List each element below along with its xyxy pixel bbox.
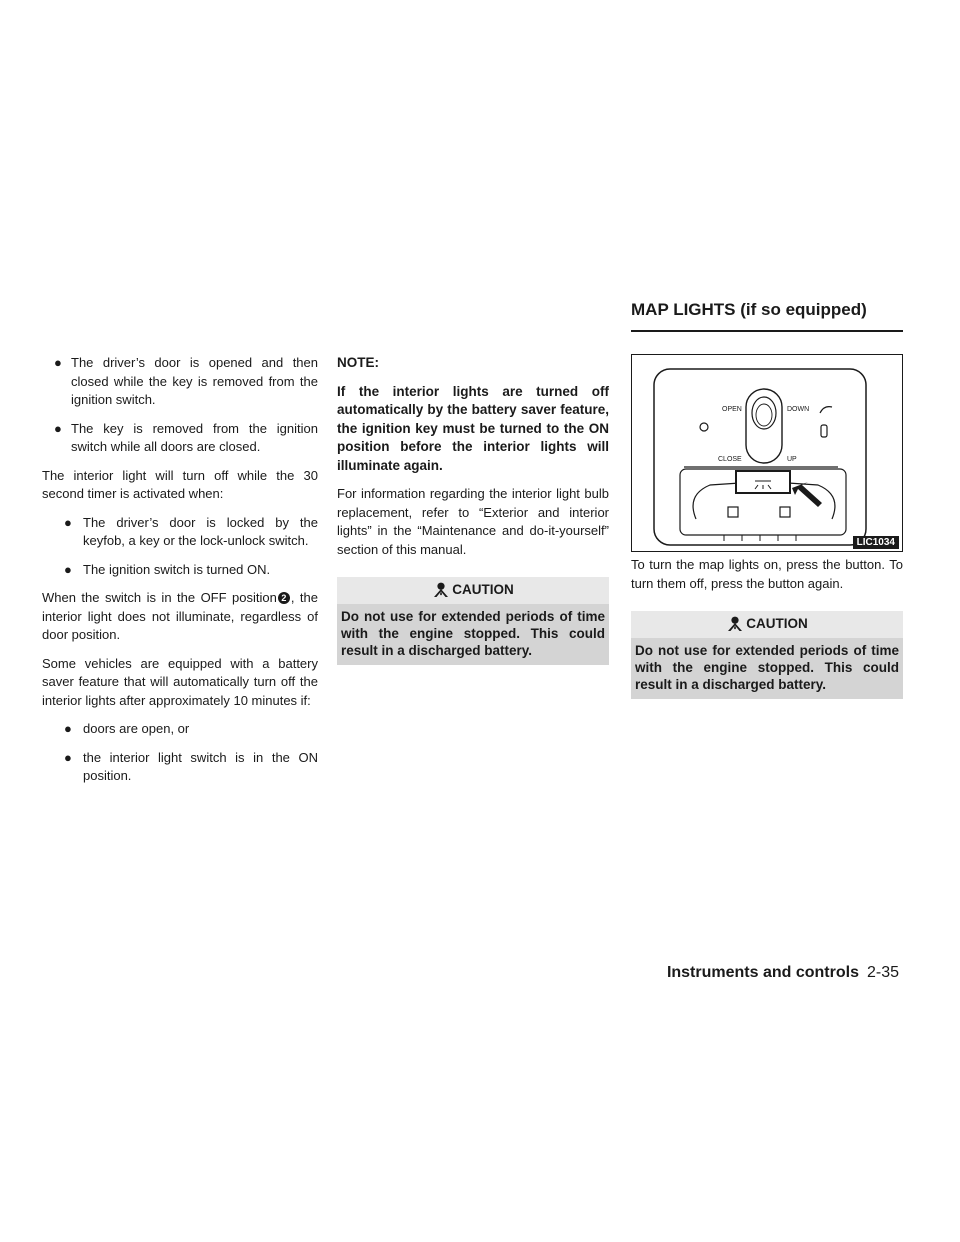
bullet-icon: ● [54,355,62,370]
bulb-info-paragraph: For information regarding the interior light bulb replacement, refer to “Exterior and interior lights” in the “Maintenance and do-it-yourself” section of this manual. [337,486,609,557]
down-label: DOWN [787,406,810,413]
note-heading: NOTE: [337,355,379,370]
column-right-text [631,556,903,699]
column-middle [337,354,609,665]
bullet-icon: ● [54,420,62,436]
off-position-paragraph: When the switch is in the OFF position 2 , the interior light does not illuminate, regardless of door position. [42,590,319,642]
list-item: ● the interior light switch is in the ON position. [64,749,318,783]
caution-text: Do not use for extended periods of time with the engine stopped. This could result in a discharged battery. [341,608,605,658]
battery-saver-paragraph: Some vehicles are equipped with a battery saver feature that will automatically turn off the interior lights after approximately 10 minutes if: [42,655,318,708]
column-left [42,354,318,796]
close-label: CLOSE [718,456,742,463]
caution-box [337,577,609,665]
bullet-icon: ● [64,514,72,530]
map-light-paragraph: To turn the map lights on, press the button. To turn them off, press the button again. [631,557,903,591]
figure-id-label: LIC1034 [853,536,899,549]
caution-heading: CAUTION [337,577,609,604]
note-body: If the interior lights are turned off automatically by the battery saver feature, the ignition key must be turned to the ON position before the interior lights will illuminate again. [337,383,609,473]
bullet-icon: ● [64,749,72,765]
warning-icon [726,616,744,632]
page-footer [667,964,899,982]
bullet-icon: ● [64,561,72,577]
section-title: MAP LIGHTS (if so equipped) [631,300,867,319]
map-light-figure [631,354,903,552]
footer-section: Instruments and controls [666,964,859,981]
caution-box [631,611,903,699]
list-item: ● The driver’s door is opened and then closed while the key is removed from the ignition switch. [54,355,318,407]
bullet-icon: ● [64,721,72,736]
title-divider [631,330,903,332]
caution-heading: CAUTION [631,611,903,638]
up-label: UP [787,456,797,463]
warning-icon [432,582,450,598]
page-number: 2-35 [866,964,899,981]
timer-paragraph: The interior light will turn off while the 30 second timer is activated when: [42,467,318,501]
list-item: ● The key is removed from the ignition switch while all doors are closed. [54,420,318,454]
circled-number-icon: 2 [278,592,290,604]
caution-text: Do not use for extended periods of time with the engine stopped. This could result in a discharged battery. [635,642,899,692]
open-label: OPEN [722,406,742,413]
list-item: ● The driver’s door is locked by the keyfob, a key or the lock-unlock switch. [64,514,318,548]
list-item: ● The ignition switch is turned ON. [42,561,318,580]
map-light-illustration [632,355,902,551]
list-item: ● doors are open, or [42,720,318,739]
